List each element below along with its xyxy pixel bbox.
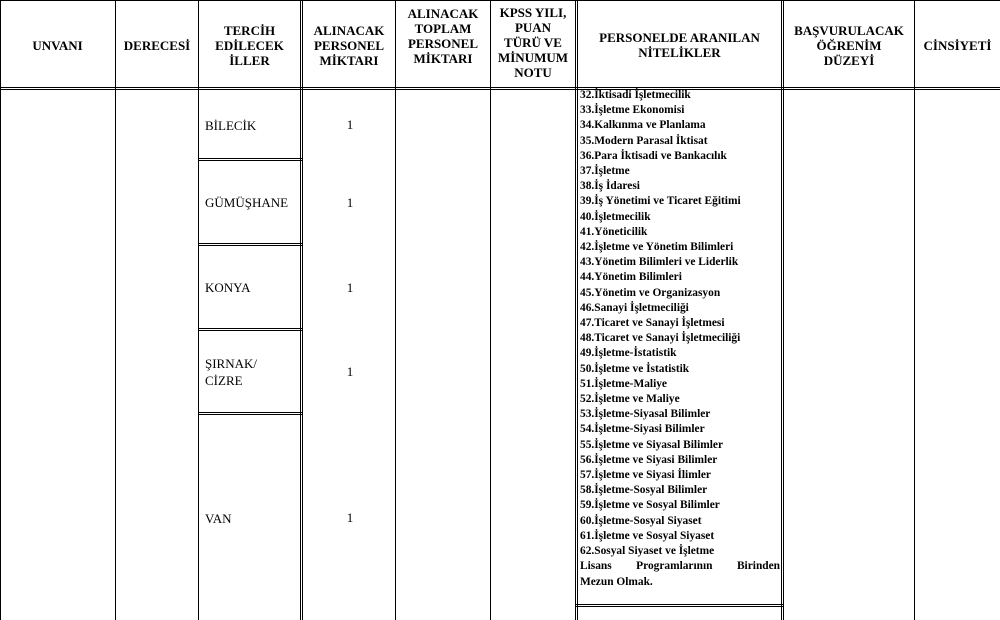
count-cell: 1 xyxy=(346,364,354,379)
row-divider xyxy=(198,412,303,415)
qualification-item: 48.Ticaret ve Sanayi İşletmeciliği xyxy=(580,332,741,345)
qualification-item: 38.İş İdaresi xyxy=(580,180,640,193)
header-cinsiyet: CİNSİYETİ xyxy=(923,37,992,53)
grid-line xyxy=(115,0,116,620)
qualification-item: 47.Ticaret ve Sanayi İşletmesi xyxy=(580,317,725,330)
qualification-item: 42.İşletme ve Yönetim Bilimleri xyxy=(580,241,734,254)
row-divider xyxy=(575,604,784,607)
qualification-item: 43.Yönetim Bilimleri ve Liderlik xyxy=(580,256,739,269)
qualification-item: 56.İşletme ve Siyasi Bilimler xyxy=(580,453,718,466)
grid-line xyxy=(0,0,1000,1)
qualifications-list xyxy=(580,88,780,590)
qualification-item: 49.İşletme-İstatistik xyxy=(580,347,677,360)
header-derecesi: DERECESİ xyxy=(123,37,191,53)
qualification-item: 45.Yönetim ve Organizasyon xyxy=(580,286,721,299)
count-cell: 1 xyxy=(346,279,354,295)
count-cell: 1 xyxy=(346,194,354,210)
header-toplam: ALINACAK TOPLAM PERSONEL MİKTARI xyxy=(407,6,479,66)
qualification-item: 61.İşletme ve Sosyal Siyaset xyxy=(580,529,715,542)
qualification-item: 50.İşletme ve İstatistik xyxy=(580,362,690,375)
qualification-item: 53.İşletme-Siyasal Bilimler xyxy=(580,408,711,421)
city-cell: GÜMÜŞHANE xyxy=(205,195,289,210)
qualification-item: 39.İş Yönetimi ve Ticaret Eğitimi xyxy=(580,195,741,208)
qualification-item: 37.İşletme xyxy=(580,165,630,178)
qualification-item: 62.Sosyal Siyaset ve İşletme xyxy=(580,545,715,558)
row-divider xyxy=(198,243,303,246)
row-divider xyxy=(198,328,303,331)
qualification-item: 60.İşletme-Sosyal Siyaset xyxy=(580,514,702,527)
qualification-tail: Mezun Olmak. xyxy=(580,575,653,588)
header-alinacak: ALINACAK PERSONEL MİKTARI xyxy=(313,22,385,68)
qualification-item: 54.İşletme-Siyasi Bilimler xyxy=(580,423,705,436)
qualification-item: 58.İşletme-Sosyal Bilimler xyxy=(580,484,708,497)
grid-line xyxy=(781,0,784,620)
qualification-item: 40.İşletmecilik xyxy=(580,210,651,223)
qualification-item: 36.Para İktisadi ve Bankacılık xyxy=(580,149,727,162)
qualification-item: 44.Yönetim Bilimleri xyxy=(580,271,682,284)
city-cell: VAN xyxy=(205,510,232,526)
qualification-tail: Lisans Programlarının Birinden xyxy=(580,560,780,573)
city-cell: ŞIRNAK/ CİZRE xyxy=(205,356,258,388)
qualification-item: 32.İktisadi İşletmecilik xyxy=(580,89,691,101)
header-ogrenim: BAŞVURULACAK ÖĞRENİM DÜZEYİ xyxy=(794,22,904,68)
qualification-item: 57.İşletme ve Siyasi İlimler xyxy=(580,469,711,482)
row-divider xyxy=(198,158,303,161)
count-cell: 1 xyxy=(346,510,354,525)
grid-line xyxy=(0,0,1,620)
grid-line xyxy=(300,88,303,620)
grid-line xyxy=(395,0,396,620)
qualification-item: 55.İşletme ve Siyasal Bilimler xyxy=(580,438,723,451)
qualification-item: 41.Yöneticilik xyxy=(580,225,648,238)
qualification-item: 35.Modern Parasal İktisat xyxy=(580,134,708,147)
qualification-item: 46.Sanayi İşletmeciliği xyxy=(580,301,689,314)
header-kpss: KPSS YILI, PUAN TÜRÜ VE MİNUMUM NOTU xyxy=(497,5,569,80)
city-cell: KONYA xyxy=(205,280,251,295)
count-cell: 1 xyxy=(346,117,354,132)
grid-line xyxy=(914,0,915,620)
grid-line xyxy=(490,0,491,620)
grid-line xyxy=(575,0,578,620)
qualification-item: 34.Kalkınma ve Planlama xyxy=(580,119,706,132)
qualification-item: 52.İşletme ve Maliye xyxy=(580,393,680,406)
qualification-item: 59.İşletme ve Sosyal Bilimler xyxy=(580,499,720,512)
header-unvani: UNVANI xyxy=(32,37,83,53)
city-cell: BİLECİK xyxy=(205,117,257,133)
grid-line xyxy=(198,0,199,620)
header-nitelikler: PERSONELDE ARANILAN NİTELİKLER xyxy=(599,30,760,60)
qualification-item: 51.İşletme-Maliye xyxy=(580,377,667,390)
qualification-item: 33.İşletme Ekonomisi xyxy=(580,104,685,117)
header-tercih: TERCİH EDİLECEK İLLER xyxy=(215,22,284,68)
